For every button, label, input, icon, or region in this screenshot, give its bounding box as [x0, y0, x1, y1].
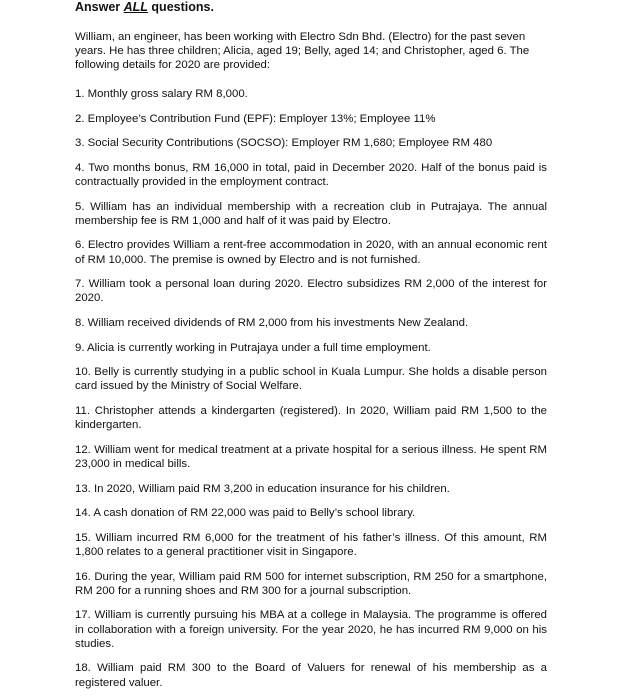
list-item: 3. Social Security Contributions (SOCSO): Employer RM 1,680; Employee RM 480 [75, 137, 493, 150]
intro-paragraph: William, an engineer, has been working with Electro Sdn Bhd. (Electro) for the past seven years. He has three children; Alicia, aged 19; Belly, aged 14; and Christopher, aged 6. The following details for 2020 are provided: [75, 31, 530, 72]
heading-emphasis: ALL [123, 0, 148, 14]
list-item: 2. Employee’s Contribution Fund (EPF): Employer 13%; Employee 11% [75, 112, 436, 125]
heading-suffix: questions. [147, 0, 214, 14]
question-details-list [75, 87, 547, 700]
list-item: 15. William incurred RM 6,000 for the treatment of his father’s illness. Of this amount, RM 1,800 relates to a general practitioner visit in Singapore. [75, 531, 547, 558]
list-item: 18. William paid RM 300 to the Board of Valuers for renewal of his membership as a registered valuer. [75, 662, 547, 689]
list-item: 17. William is currently pursuing his MBA at a college in Malaysia. The programme is offered in collaboration with a foreign university. For the year 2020, he has incurred RM 9,000 on his studies. [75, 609, 547, 650]
list-item: 8. William received dividends of RM 2,000 from his investments New Zealand. [75, 316, 469, 329]
list-item: 4. Two months bonus, RM 16,000 in total, paid in December 2020. Half of the bonus paid is contractually provided in the employment contract. [75, 161, 547, 188]
list-item: 13. In 2020, William paid RM 3,200 in education insurance for his children. [75, 482, 450, 495]
list-item: 7. William took a personal loan during 2020. Electro subsidizes RM 2,000 of the interest for 2020. [75, 278, 547, 305]
list-item: 12. William went for medical treatment at a private hospital for a serious illness. He spent RM 23,000 in medical bills. [75, 443, 547, 470]
heading-prefix: Answer [75, 0, 124, 14]
page-heading [75, 0, 214, 15]
list-item: 1. Monthly gross salary RM 8,000. [75, 88, 248, 100]
list-item: 6. Electro provides William a rent-free accommodation in 2020, with an annual economic rent of RM 10,000. The premise is owned by Electro and is not furnished. [75, 239, 547, 266]
list-item: 16. During the year, William paid RM 500 for internet subscription, RM 250 for a smartphone, RM 200 for a running shoes and RM 300 for a journal subscription. [75, 570, 547, 597]
list-item: 10. Belly is currently studying in a public school in Kuala Lumpur. She holds a disable person card issued by the Ministry of Social Welfare. [75, 366, 547, 393]
list-item: 9. Alicia is currently working in Putrajaya under a full time employment. [75, 341, 431, 354]
list-item: 11. Christopher attends a kindergarten (registered). In 2020, William paid RM 1,500 to the kindergarten. [75, 404, 547, 432]
list-item: 14. A cash donation of RM 22,000 was paid to Belly’s school library. [75, 507, 416, 520]
list-item: 5. William has an individual membership with a recreation club in Putrajaya. The annual membership fee is RM 1,000 and half of it was paid by Electro. [75, 200, 547, 227]
